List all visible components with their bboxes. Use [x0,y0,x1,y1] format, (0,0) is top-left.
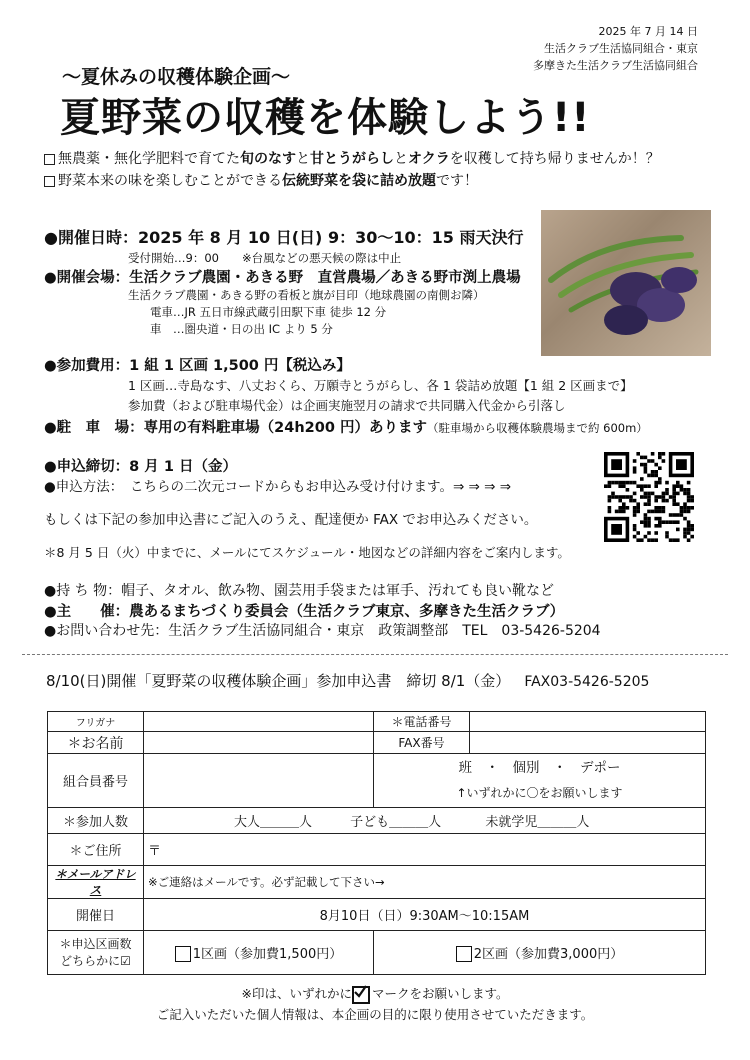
plots-label: ＊申込区画数 どちらかに☑ [48,931,144,975]
schedule-notice: ＊8 月 5 日（火）中までに、メールにてスケジュール・地図などの詳細内容をご案内します。 [44,545,570,560]
plot-2-option[interactable]: 2区画（参加費3,000円） [374,931,706,975]
furigana-label: フリガナ [48,712,144,732]
name-label: ＊お名前 [48,732,144,754]
intro-line-1: 無農薬・無化学肥料で育てた旬のなすと甘とうがらしとオクラを収穫して持ち帰りませんか！？ [44,148,660,168]
checkbox-bullet-icon [44,176,55,187]
form-title: 8/10(日)開催「夏野菜の収穫体験企画」参加申込書 締切 8/1（金） FAX03-5426-5205 [46,672,650,690]
plot-1-option[interactable]: 1区画（参加費1,500円） [144,931,374,975]
participants-label: ＊参加人数 [48,808,144,834]
application-deadline: ●申込締切：8 月 1 日（金） [44,459,237,475]
venue-note: 生活クラブ農園・あきる野の看板と旗が目印（地球農園の南側お隣） [128,288,485,302]
organizer: ●主 催：農あるまちづくり委員会（生活クラブ東京、多摩きた生活クラブ） [44,604,565,620]
check-mark-icon [352,986,370,1004]
member-number-label: 組合員番号 [48,754,144,808]
application-form [47,711,706,975]
fax-label: FAX番号 [374,732,470,754]
reception-time: 受付開始…9：00 ※台風などの悪天候の際は中止 [128,251,402,265]
vegetable-photo [541,210,711,356]
email-label: ＊メールアドレス [48,866,144,899]
participants-field[interactable]: 大人＿＿＿人 子ども＿＿＿人 未就学児＿＿＿人 [144,808,706,834]
email-field[interactable]: ※ご連絡はメールです。必ず記載して下さい→ [144,866,706,899]
participation-fee: ●参加費用：1 組 1 区画 1,500 円【税込み】 [44,358,351,374]
event-datetime: ●開催日時：2025 年 8 月 10 日(日) 9：30～10：15 雨天決行 [44,228,524,247]
intro-line-2: 野菜本来の味を楽しむことができる伝統野菜を袋に詰め放題です！ [44,170,478,190]
access-car: 車 …圏央道・日の出 IC より 5 分 [150,322,333,336]
address-label: ＊ご住所 [48,834,144,866]
furigana-field[interactable] [144,712,374,732]
qr-code[interactable] [604,452,694,542]
application-method-alt: もしくは下記の参加申込書にご記入のうえ、配達便か FAX でお申込みください。 [44,512,538,528]
event-date-value: 8月10日（日）9:30AM～10:15AM [144,899,706,931]
issue-date: 2025 年 7 月 14 日 [598,25,698,38]
address-field[interactable]: 〒 [144,834,706,866]
items-to-bring: ●持 ち 物：帽子、タオル、飲み物、園芸用手袋または軍手、汚れても良い靴など [44,583,554,599]
fee-payment: 参加費（および駐車場代金）は企画実施翌月の請求で共同購入代金から引落し [128,398,566,413]
divider [22,654,728,655]
event-venue: ●開催会場：生活クラブ農園・あきる野 直営農場／あきる野市渕上農場 [44,270,521,286]
event-date-label: 開催日 [48,899,144,931]
access-train: 電車…JR 五日市線武蔵引田駅下車 徒歩 12 分 [150,305,387,319]
footer-note-2: ご記入いただいた個人情報は、本企画の目的に限り使用させていただきます。 [156,1007,594,1022]
footer-note-1: ※印は、いずれかに マークをお願いします。 [0,984,750,1004]
parking-info: ●駐 車 場：専用の有料駐車場（24h200 円）あります（駐車場から収穫体験農場まで約 600m） [44,420,648,436]
plot-2-checkbox[interactable] [456,946,472,962]
delivery-type[interactable]: 班 ・ 個別 ・ デポー ↑いずれかに〇をお願いします [374,754,706,808]
name-field[interactable] [144,732,374,754]
phone-label: ＊電話番号 [374,712,470,732]
page-title: 夏野菜の収穫を体験しよう!! [60,95,591,141]
application-method: ●申込方法： こちらの二次元コードからもお申込み受け付けます。⇒ ⇒ ⇒ ⇒ [44,479,512,495]
subtitle: ～夏休みの収穫体験企画～ [62,66,291,88]
organizer-1: 生活クラブ生活協同組合・東京 [544,42,698,55]
member-number-field[interactable] [144,754,374,808]
organizer-2: 多摩きた生活クラブ生活協同組合 [533,59,698,72]
contact-info: ●お問い合わせ先：生活クラブ生活協同組合・東京 政策調整部 TEL 03-5426-5204 [44,623,601,639]
phone-field[interactable] [470,712,706,732]
checkbox-bullet-icon [44,154,55,165]
fee-detail: 1 区画…寺島なす、八丈おくら、万願寺とうがらし、各 1 袋詰め放題【1 組 2 区画まで】 [128,378,633,393]
plot-1-checkbox[interactable] [175,946,191,962]
fax-field[interactable] [470,732,706,754]
